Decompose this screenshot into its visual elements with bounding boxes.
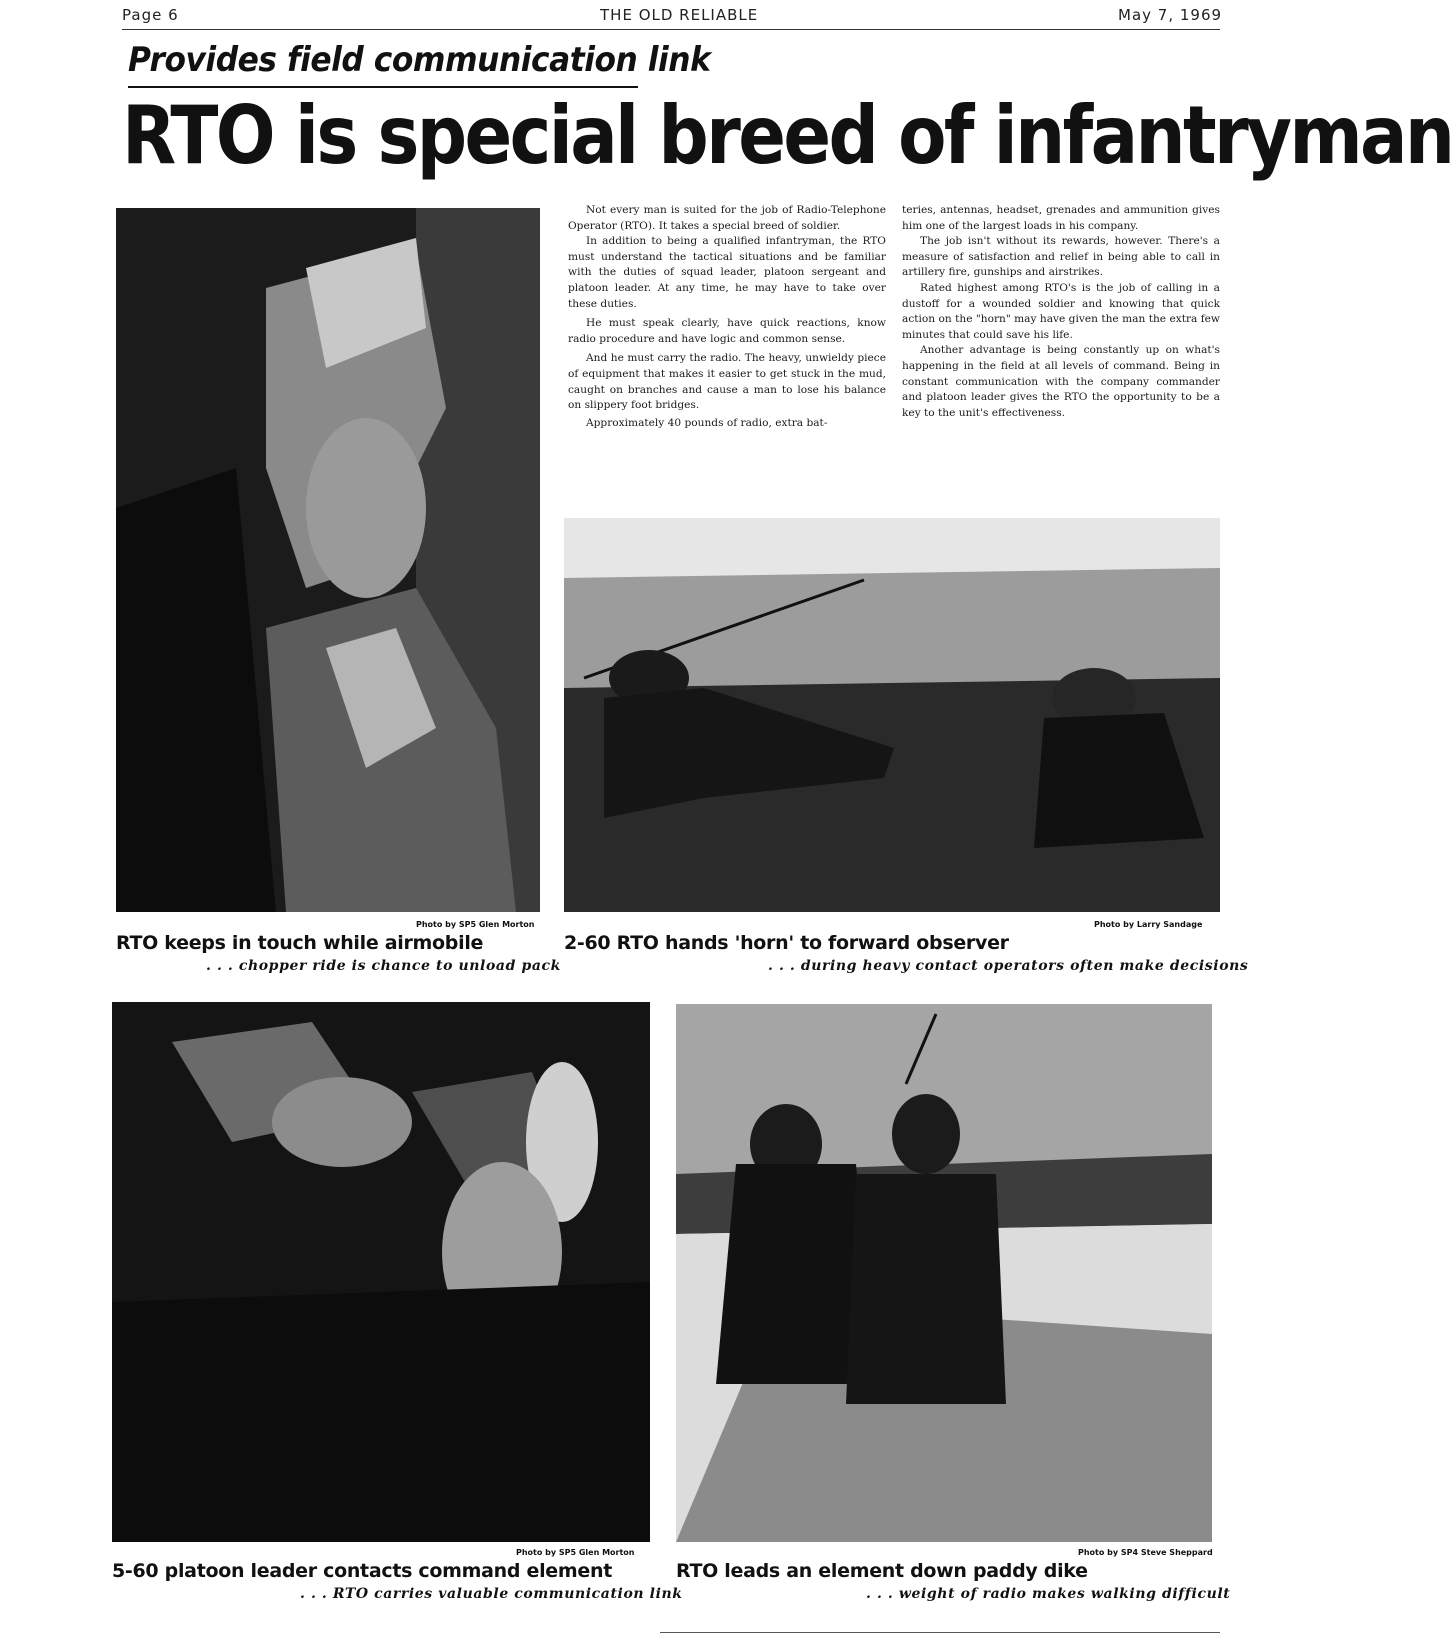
photo-forward-observer	[564, 518, 1220, 912]
photo-credit: Photo by SP4 Steve Sheppard	[1078, 1548, 1213, 1557]
photo-platoon-leader-image	[112, 1002, 650, 1542]
issue-date: May 7, 1969	[1118, 6, 1223, 24]
bottom-rule	[660, 1632, 1220, 1633]
caption-subtitle: . . . weight of radio makes walking difficult	[866, 1586, 1231, 1602]
paragraph: teries, antennas, headset, grenades and ammunition gives him one of the largest loads in his company.	[902, 204, 1220, 232]
photo-credit: Photo by Larry Sandage	[1094, 920, 1203, 929]
paragraph: Another advantage is being constantly up on what's happening in the field at all levels of command. Being in constant communication with the company commander and platoon leader gives the RTO the opportunity to be a key to the unit's effectiveness.	[902, 344, 1220, 419]
photo-credit: Photo by SP5 Glen Morton	[416, 920, 535, 929]
paragraph: In addition to being a qualified infantryman, the RTO must understand the tactical situations and be familiar with the duties of squad leader, platoon sergeant and platoon leader. At any time, he may have to take over these duties.	[568, 235, 886, 310]
photo-platoon-leader	[112, 1002, 650, 1542]
photo-forward-observer-image	[564, 518, 1220, 912]
caption-title: 2-60 RTO hands 'horn' to forward observer	[564, 932, 1009, 954]
kicker-underline	[128, 86, 638, 88]
photo-paddy-dike-image	[676, 1004, 1212, 1542]
paragraph: Rated highest among RTO's is the job of calling in a dustoff for a wounded soldier and knowing that quick action on the "horn" may have given the man the extra few minutes that could save his life.	[902, 281, 1220, 341]
photo-rto-airmobile	[116, 208, 540, 912]
caption-subtitle: . . . RTO carries valuable communication link	[300, 1586, 683, 1602]
photo-credit: Photo by SP5 Glen Morton	[516, 1548, 635, 1557]
article-column-2	[902, 203, 1220, 421]
kicker-headline: Provides field communication link	[128, 40, 711, 80]
paragraph: The job isn't without its rewards, however. There's a measure of satisfaction and relief in being able to call in artillery fire, gunships and airstrikes.	[902, 235, 1220, 279]
caption-subtitle: . . . chopper ride is chance to unload pack	[206, 958, 561, 974]
paragraph: Approximately 40 pounds of radio, extra bat-	[586, 416, 828, 429]
paragraph: Not every man is suited for the job of Radio-Telephone Operator (RTO). It takes a special breed of soldier.	[568, 204, 886, 232]
photo-rto-airmobile-image	[116, 208, 540, 912]
paragraph: And he must carry the radio. The heavy, unwieldy piece of equipment that makes it easier to get stuck in the mud, caught on branches and cause a man to lose his balance on slippery foot bridges.	[568, 352, 886, 412]
caption-subtitle: . . . during heavy contact operators often make decisions	[768, 958, 1249, 974]
caption-title: 5-60 platoon leader contacts command element	[112, 1560, 612, 1582]
page-number: Page 6	[122, 6, 179, 24]
article-column-1	[568, 203, 886, 431]
photo-paddy-dike	[676, 1004, 1212, 1542]
paragraph: He must speak clearly, have quick reactions, know radio procedure and have logic and common sense.	[568, 317, 886, 345]
caption-title: RTO keeps in touch while airmobile	[116, 932, 484, 954]
caption-title: RTO leads an element down paddy dike	[676, 1560, 1088, 1582]
main-headline: RTO is special breed of infantryman	[122, 89, 1452, 182]
header-rule	[122, 29, 1220, 30]
newspaper-name: THE OLD RELIABLE	[600, 6, 759, 24]
